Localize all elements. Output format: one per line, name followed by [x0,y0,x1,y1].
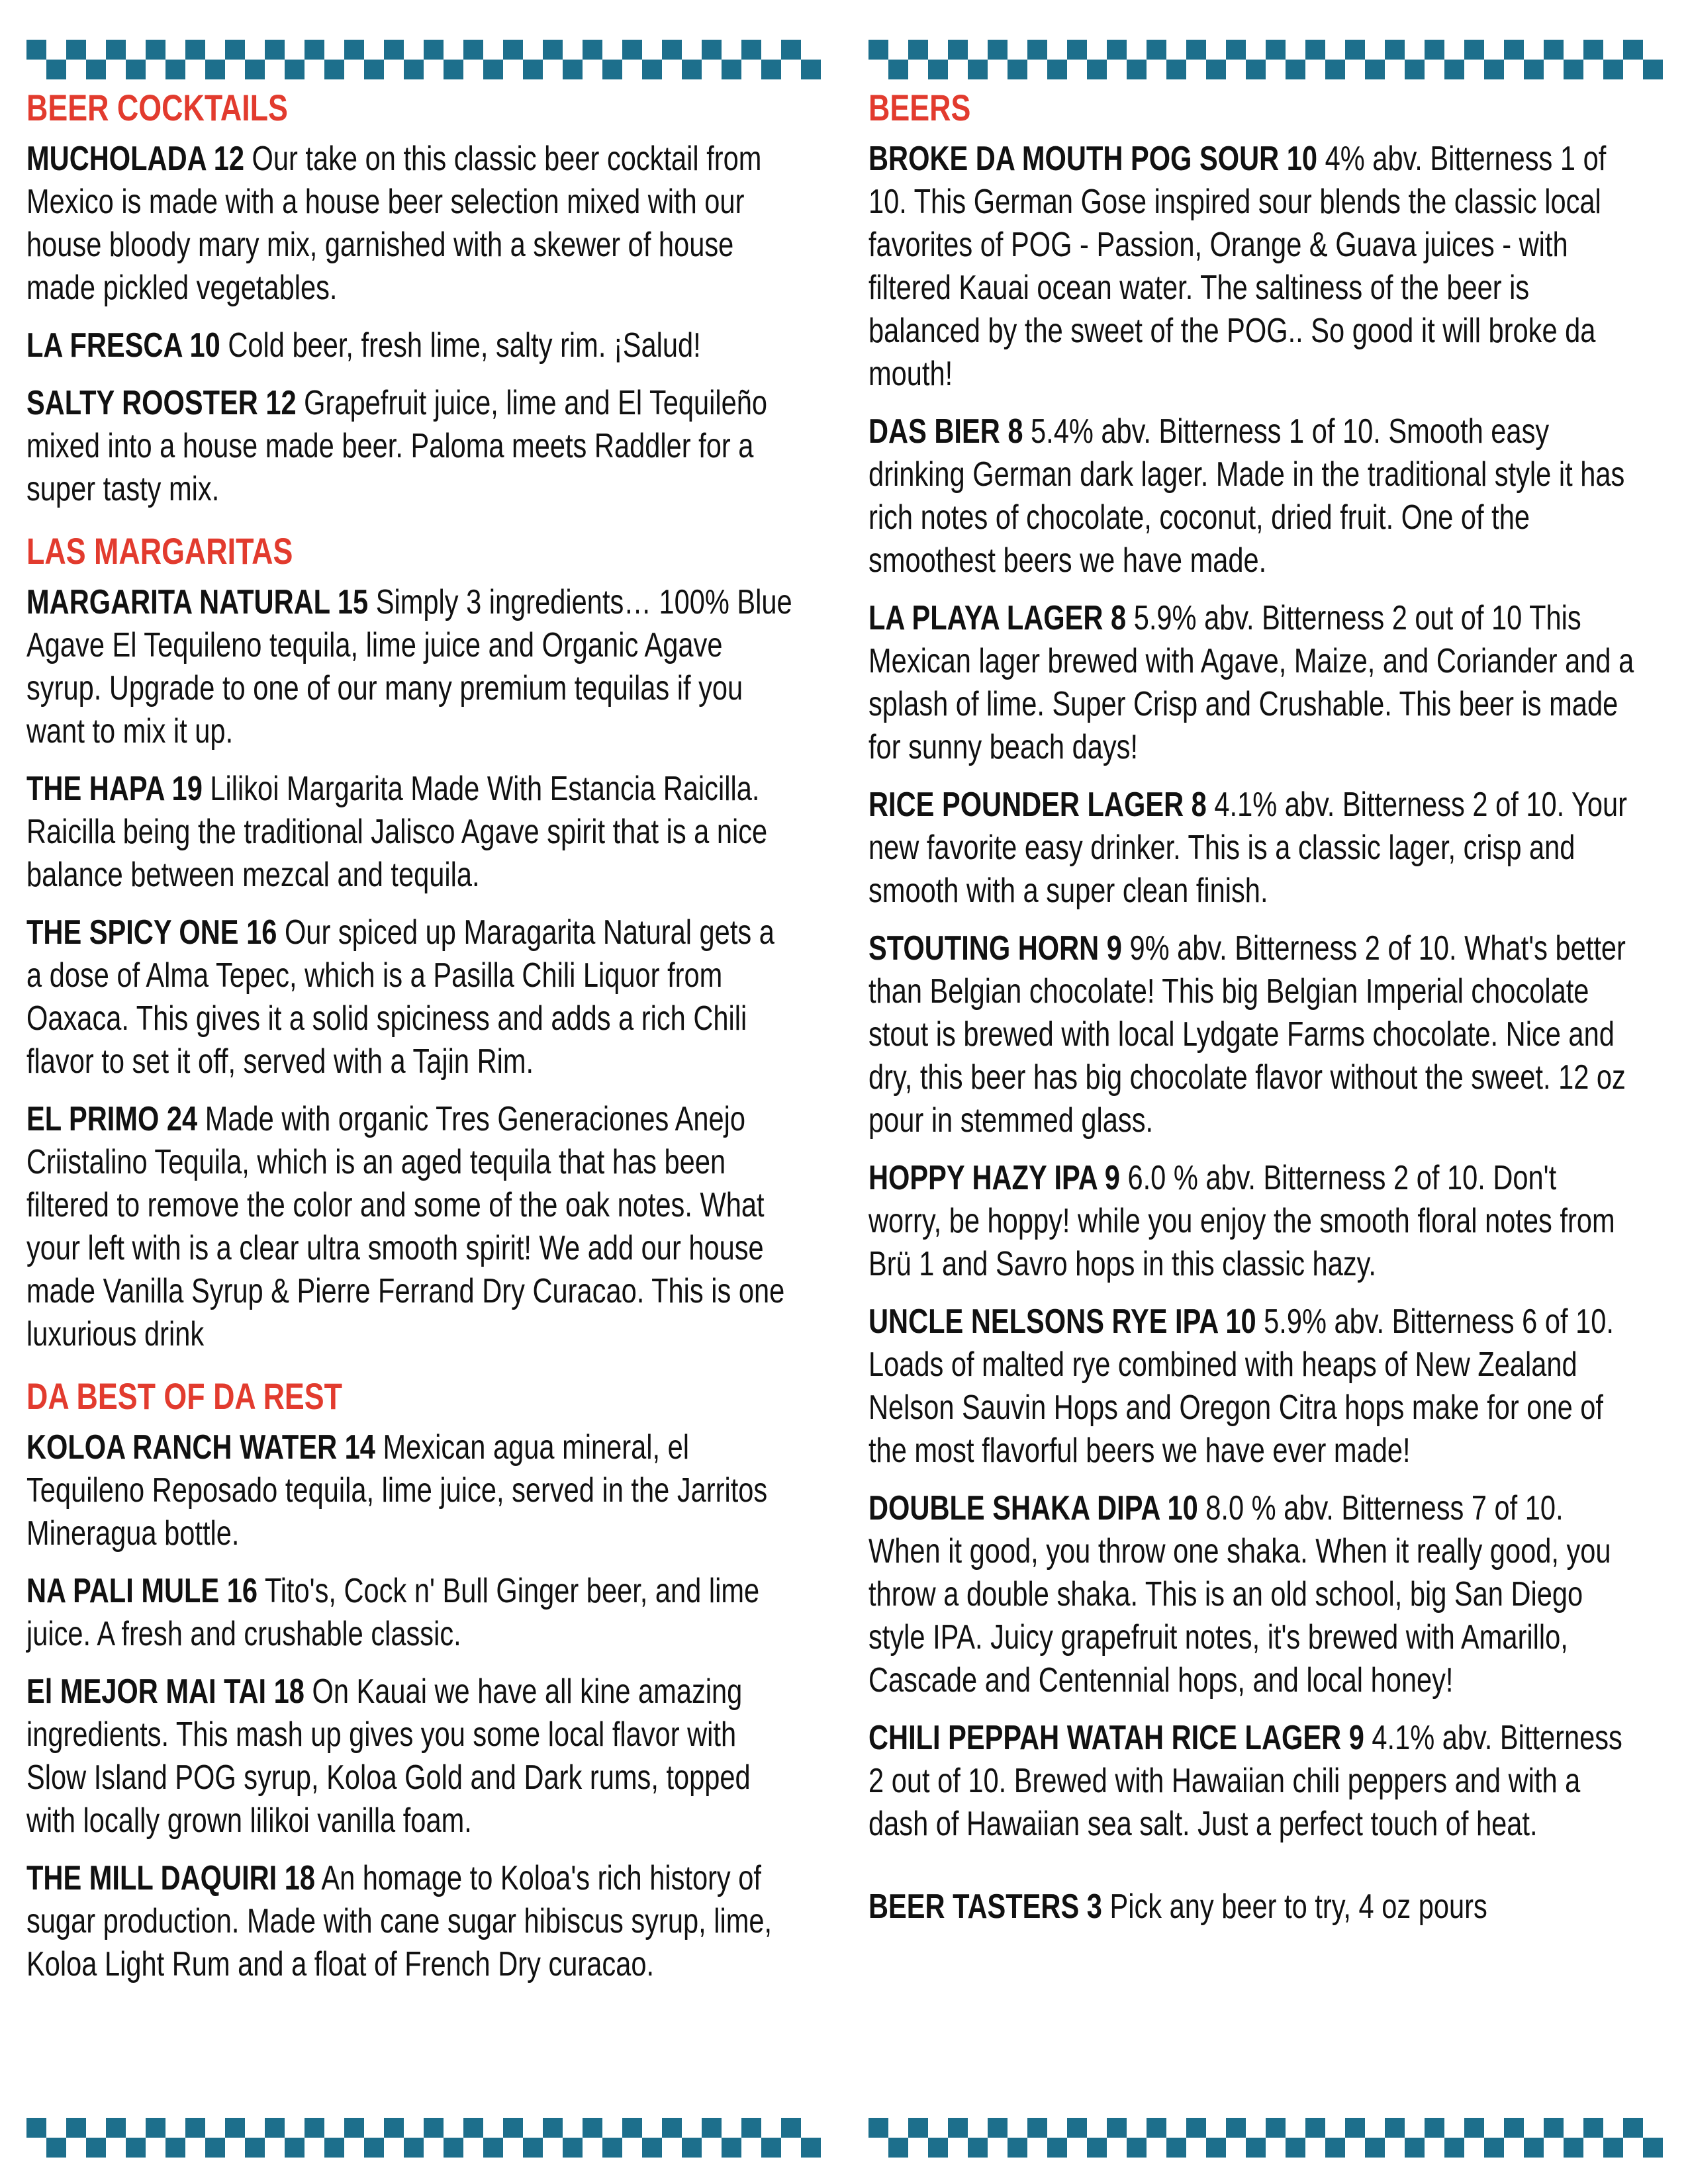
checker-cell [662,40,702,79]
checker-cell [1385,2118,1425,2158]
item-name: DOUBLE SHAKA DIPA 10 [868,1489,1198,1527]
item-desc: Simply 3 ingredients… 100% Blue Agave El Tequileno tequila, lime juice and Organic Agave syrup. Upgrade to one of our many premium tequilas if you want to mix it up. [26,583,792,751]
item-desc: Our spiced up Maragarita Natural gets a a dose of Alma Tepec, which is a Pasilla Chili Liquor from Oaxaca. This gives it a solid spiciness and adds a rich Chili flavor to set it off, served with a Tajin Rim. [26,913,774,1081]
checker-cell [225,40,265,79]
checker-cell [1464,2118,1504,2158]
menu-item-margarita-natural [26,581,794,753]
item-desc: Cold beer, fresh lime, salty rim. ¡Salud! [228,326,701,365]
checker-cell [1027,2118,1067,2158]
item-desc: 4% abv. Bitterness 1 of 10. This German Gose inspired sour blends the classic local favorites of POG - Passion, Orange & Guava juices - with filtered Kauai ocean water. The saltiness of the beer is balanced by the sweet of the POG.. So good it will broke da mouth! [868,140,1607,393]
checker-cell [463,40,503,79]
checker-cell [66,40,106,79]
checker-cell [1266,2118,1305,2158]
section-title-las-margaritas: LAS MARGARITAS [26,530,293,572]
item-desc: 9% abv. Bitterness 2 of 10. What's better than Belgian chocolate! This big Belgian Imperial chocolate stout is brewed with local Lydgate Farms chocolate. Nice and dry, this beer has big chocolate flavor without the sweet. 12 oz pour in stemmed glass. [868,929,1626,1140]
checker-cell [1623,2118,1663,2158]
checker-cell [1226,40,1266,79]
checker-cell [1305,40,1345,79]
checker-cell [185,2118,225,2158]
checker-cell [1186,40,1226,79]
item-name: UNCLE NELSONS RYE IPA 10 [868,1302,1256,1341]
checker-cell [503,2118,543,2158]
checker-cell [344,40,384,79]
checker-cell [146,2118,185,2158]
item-name: EL PRIMO 24 [26,1100,198,1138]
checker-border-bottom-right [868,2118,1663,2158]
spacer [868,1860,1636,1886]
checker-cell [424,2118,463,2158]
item-name: THE SPICY ONE 16 [26,913,277,952]
checker-cell [384,2118,424,2158]
checker-cell [305,2118,344,2158]
item-desc: Pick any beer to try, 4 oz pours [1109,1888,1487,1926]
menu-item-rice-pounder-lager [868,784,1636,913]
item-desc: 4.1% abv. Bitterness 2 of 10. Your new favorite easy drinker. This is a classic lager, crisp and smooth with a super clean finish. [868,786,1628,910]
checker-cell [1305,2118,1345,2158]
item-name: LA FRESCA 10 [26,326,220,365]
item-desc: Our take on this classic beer cocktail from Mexico is made with a house beer selection mixed with our house bloody mary mix, garnished with a skewer of house made pickled vegetables. [26,140,762,307]
item-desc: Mexican agua mineral, el Tequileno Reposado tequila, lime juice, served in the Jarritos Mineragua bottle. [26,1428,768,1553]
checker-cell [1345,2118,1385,2158]
checker-cell [1464,40,1504,79]
menu-item-hoppy-hazy-ipa [868,1157,1636,1286]
menu-item-double-shaka-dipa [868,1487,1636,1702]
menu-item-chili-peppah-watah-rice-lager [868,1717,1636,1846]
checker-cell [741,2118,781,2158]
checker-cell [1504,2118,1544,2158]
item-desc: 8.0 % abv. Bitterness 7 of 10. When it good, you throw one shaka. When it really good, you throw a double shaka. This is an old school, big San Diego style IPA. Juicy grapefruit notes, it's brewed with Amarillo, Cascade and Centennial hops, and local honey! [868,1489,1611,1700]
section-title-beers: BEERS [868,87,971,128]
checker-cell [583,40,622,79]
item-desc: Lilikoi Margarita Made With Estancia Raicilla. Raicilla being the traditional Jalisco Agave spirit that is a nice balance between mezcal and tequila. [26,770,768,894]
checker-cell [26,2118,66,2158]
item-name: HOPPY HAZY IPA 9 [868,1159,1120,1197]
checker-cell [948,40,988,79]
item-name: THE MILL DAQUIRI 18 [26,1859,316,1897]
item-name: CHILI PEPPAH WATAH RICE LAGER 9 [868,1719,1364,1757]
item-desc: 4.1% abv. Bitterness 2 out of 10. Brewed with Hawaiian chili peppers and with a dash of Hawaiian sea salt. Just a perfect touch of heat. [868,1719,1622,1843]
item-desc: 5.9% abv. Bitterness 6 of 10. Loads of malted rye combined with heaps of New Zealand Nelson Sauvin Hops and Oregon Citra hops make for one of the most flavorful beers we have ever made! [868,1302,1614,1470]
checker-cell [1504,40,1544,79]
menu-item-beer-tasters [868,1886,1636,1929]
checker-cell [1226,2118,1266,2158]
item-name: El MEJOR MAI TAI 18 [26,1672,305,1711]
menu-item-el-primo [26,1098,794,1356]
item-desc: 5.9% abv. Bitterness 2 out of 10 This Mexican lager brewed with Agave, Maize, and Coriander and a splash of lime. Super Crisp and Crushable. This beer is made for sunny beach days! [868,599,1634,766]
checker-cell [908,40,948,79]
checker-cell [106,2118,146,2158]
checker-cell [948,2118,988,2158]
item-name: RICE POUNDER LAGER 8 [868,786,1207,824]
checker-cell [424,40,463,79]
checker-cell [1186,2118,1226,2158]
checker-cell [781,2118,821,2158]
item-desc: 6.0 % abv. Bitterness 2 of 10. Don't worry, be hoppy! while you enjoy the smooth floral notes from Brü 1 and Savro hops in this classic hazy. [868,1159,1615,1283]
menu-item-uncle-nelsons-rye-ipa [868,1300,1636,1473]
menu-item-salty-rooster [26,382,794,511]
item-name: LA PLAYA LAGER 8 [868,599,1127,637]
checker-border-top-left [26,40,821,79]
menu-item-broke-da-mouth-pog-sour [868,138,1636,396]
checker-cell [543,2118,583,2158]
checker-border-bottom-left [26,2118,821,2158]
checker-cell [384,40,424,79]
item-name: NA PALI MULE 16 [26,1572,258,1610]
item-name: BEER TASTERS 3 [868,1888,1102,1926]
checker-cell [1147,2118,1186,2158]
checker-cell [1345,40,1385,79]
checker-cell [702,40,741,79]
menu-item-stouting-horn [868,927,1636,1142]
checker-cell [1266,40,1305,79]
menu-item-el-mejor-mai-tai [26,1670,794,1843]
menu-item-na-pali-mule [26,1570,794,1656]
checker-cell [1583,2118,1623,2158]
menu-item-koloa-ranch-water [26,1426,794,1555]
checker-cell [265,40,305,79]
item-name: MARGARITA NATURAL 15 [26,583,369,621]
checker-cell [1544,2118,1583,2158]
checker-cell [1107,2118,1147,2158]
checker-cell [868,2118,908,2158]
section-title-da-best-of-da-rest: DA BEST OF DA REST [26,1375,343,1417]
checker-cell [106,40,146,79]
menu-item-das-bier [868,410,1636,582]
checker-cell [583,2118,622,2158]
checker-cell [225,2118,265,2158]
checker-cell [146,40,185,79]
item-name: THE HAPA 19 [26,770,203,808]
menu-item-la-fresca [26,324,794,367]
checker-cell [185,40,225,79]
checker-cell [265,2118,305,2158]
checker-cell [1544,40,1583,79]
checker-cell [1425,2118,1464,2158]
menu-item-the-mill-daquiri [26,1857,794,1986]
item-desc: Grapefruit juice, lime and El Tequileño mixed into a house made beer. Paloma meets Raddler for a super tasty mix. [26,384,768,508]
item-desc: Tito's, Cock n' Bull Ginger beer, and lime juice. A fresh and crushable classic. [26,1572,760,1653]
checker-cell [1623,40,1663,79]
item-name: BROKE DA MOUTH POG SOUR 10 [868,140,1317,178]
menu-item-the-spicy-one [26,911,794,1083]
checker-cell [741,40,781,79]
checker-cell [622,2118,662,2158]
checker-cell [1147,40,1186,79]
menu-item-mucholada [26,138,794,310]
item-name: KOLOA RANCH WATER 14 [26,1428,375,1467]
checker-cell [1107,40,1147,79]
checker-cell [305,40,344,79]
menu-item-la-playa-lager [868,597,1636,769]
checker-cell [1067,2118,1107,2158]
item-name: SALTY ROOSTER 12 [26,384,297,422]
checker-cell [1027,40,1067,79]
checker-cell [543,40,583,79]
checker-cell [702,2118,741,2158]
checker-cell [26,40,66,79]
checker-cell [66,2118,106,2158]
checker-cell [1067,40,1107,79]
checker-cell [781,40,821,79]
section-title-beer-cocktails: BEER COCKTAILS [26,87,288,128]
item-desc: On Kauai we have all kine amazing ingredients. This mash up gives you some local flavor with Slow Island POG syrup, Koloa Gold and Dark rums, topped with locally grown lilikoi vanilla foam. [26,1672,751,1840]
item-name: STOUTING HORN 9 [868,929,1122,968]
checker-cell [868,40,908,79]
item-desc: Made with organic Tres Generaciones Anejo Criistalino Tequila, which is an aged tequila that has been filtered to remove the color and some of the oak notes. What your left with is a clear ultra smooth spirit! We add our house made Vanilla Syrup & Pierre Ferrand Dry Curacao. This is one luxurious drink [26,1100,785,1353]
item-desc: An homage to Koloa's rich history of sugar production. Made with cane sugar hibiscus syrup, lime, Koloa Light Rum and a float of French Dry curacao. [26,1859,773,1983]
checker-cell [344,2118,384,2158]
checker-cell [1385,40,1425,79]
checker-cell [988,2118,1027,2158]
item-name: MUCHOLADA 12 [26,140,244,178]
item-name: DAS BIER 8 [868,412,1023,451]
checker-cell [622,40,662,79]
menu-item-the-hapa [26,768,794,897]
checker-cell [1583,40,1623,79]
checker-cell [988,40,1027,79]
checker-cell [463,2118,503,2158]
left-column [26,86,794,2001]
checker-cell [503,40,543,79]
right-column [868,86,1636,1943]
item-desc: 5.4% abv. Bitterness 1 of 10. Smooth easy drinking German dark lager. Made in the traditional style it has rich notes of chocolate, coconut, dried fruit. One of the smoothest beers we have made. [868,412,1625,580]
checker-cell [1425,40,1464,79]
checker-cell [908,2118,948,2158]
checker-border-top-right [868,40,1663,79]
checker-cell [662,2118,702,2158]
